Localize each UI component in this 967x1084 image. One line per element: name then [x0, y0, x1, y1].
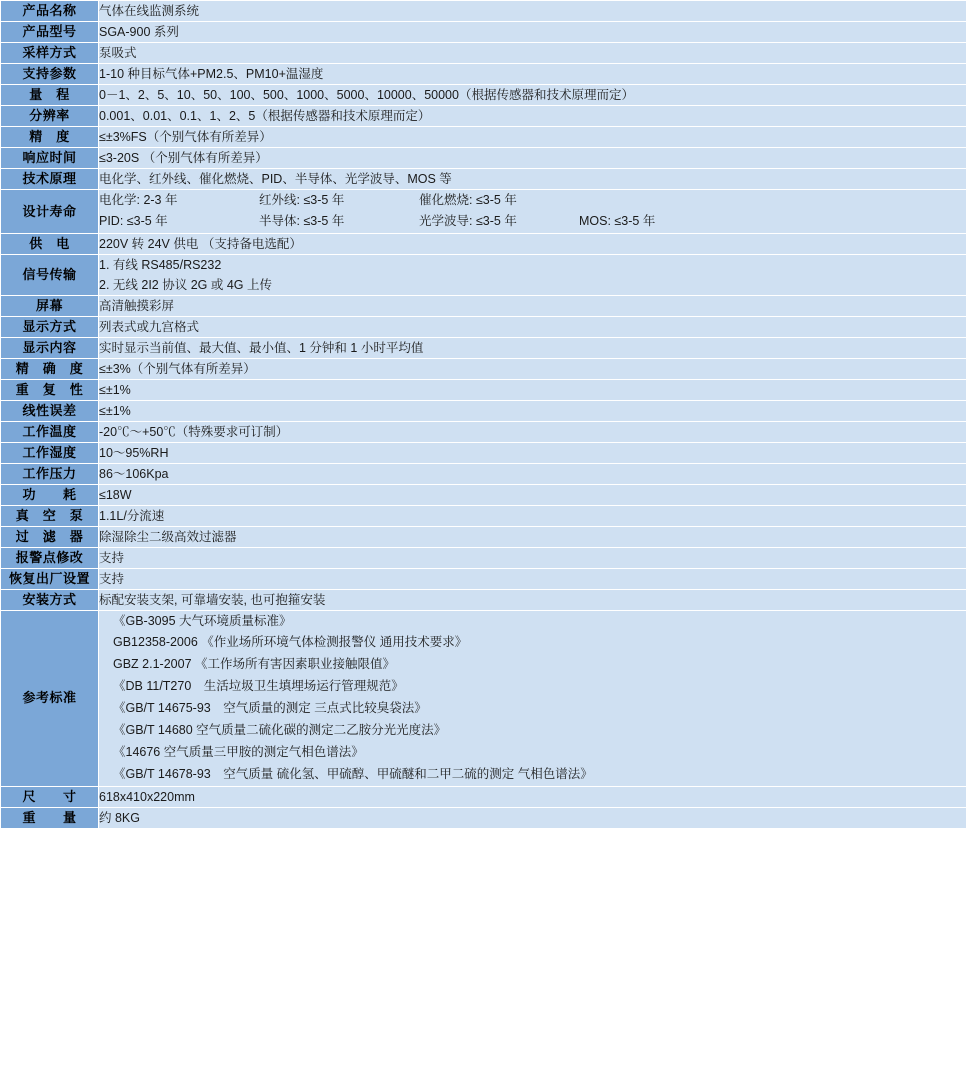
row-value-product-model: SGA-900 系列 — [99, 22, 967, 43]
table-row — [1, 807, 967, 828]
row-label-sampling-method: 采样方式 — [1, 43, 99, 64]
row-value-screen: 高清触摸彩屏 — [99, 295, 967, 316]
row-label-product-name: 产品名称 — [1, 1, 99, 22]
design-life-mos: MOS: ≤3-5 年 — [579, 214, 656, 229]
table-row — [1, 786, 967, 807]
row-value-sampling-method: 泵吸式 — [99, 43, 967, 64]
row-value-linearity-error: ≤±1% — [99, 400, 967, 421]
row-value-response-time: ≤3-20S （个别气体有所差异） — [99, 148, 967, 169]
table-row — [1, 400, 967, 421]
table-row — [1, 85, 967, 106]
row-value-technical-principle: 电化学、红外线、催化燃烧、PID、半导体、光学波导、MOS 等 — [99, 169, 967, 190]
table-row — [1, 547, 967, 568]
row-value-display-mode: 列表式或九宫格式 — [99, 316, 967, 337]
table-row — [1, 233, 967, 254]
row-label-display-content: 显示内容 — [1, 337, 99, 358]
standard-item: 《GB/T 14678-93 空气质量 硫化氢、甲硫醇、甲硫醚和二甲二硫的测定 气相色谱法》 — [113, 766, 593, 781]
row-label-range: 量 程 — [1, 85, 99, 106]
design-life-infrared: 红外线: ≤3-5 年 — [259, 193, 345, 207]
row-label-reference-standards: 参考标准 — [1, 610, 99, 786]
row-value-working-pressure: 86～106Kpa — [99, 463, 967, 484]
design-life-electrochemical: 电化学: 2-3 年 — [99, 193, 178, 207]
row-label-weight: 重 量 — [1, 807, 99, 828]
spec-table-body — [1, 1, 967, 829]
row-label-signal-transmission: 信号传输 — [1, 254, 99, 295]
standard-item: 《DB 11/T270 生活垃圾卫生填埋场运行管理规范》 — [113, 679, 404, 694]
row-label-supported-parameters: 支持参数 — [1, 64, 99, 85]
row-value-supported-parameters: 1-10 种目标气体+PM2.5、PM10+温湿度 — [99, 64, 967, 85]
row-label-working-temperature: 工作温度 — [1, 421, 99, 442]
table-row — [1, 463, 967, 484]
table-row — [1, 505, 967, 526]
table-row — [1, 43, 967, 64]
standard-item: 《14676 空气质量三甲胺的测定气相色谱法》 — [113, 744, 364, 759]
row-label-working-humidity: 工作湿度 — [1, 442, 99, 463]
row-value-vacuum-pump: 1.1L/分流速 — [99, 505, 967, 526]
standard-item: 《GB/T 14680 空气质量二硫化碳的测定二乙胺分光光度法》 — [113, 722, 447, 737]
standard-item: 《GB-3095 大气环境质量标准》 — [113, 613, 292, 628]
table-row — [1, 421, 967, 442]
table-row — [1, 148, 967, 169]
row-label-product-model: 产品型号 — [1, 22, 99, 43]
row-label-resolution: 分辨率 — [1, 106, 99, 127]
row-value-signal-transmission — [99, 254, 967, 295]
row-value-resolution: 0.001、0.01、0.1、1、2、5（根据传感器和技术原理而定） — [99, 106, 967, 127]
table-row — [1, 169, 967, 190]
standard-item: 《GB/T 14675-93 空气质量的测定 三点式比较臭袋法》 — [113, 701, 427, 715]
table-row — [1, 442, 967, 463]
row-value-design-life — [99, 190, 967, 234]
table-row — [1, 568, 967, 589]
table-row — [1, 589, 967, 610]
row-label-installation-method: 安装方式 — [1, 589, 99, 610]
table-row — [1, 64, 967, 85]
row-value-power-consumption: ≤18W — [99, 484, 967, 505]
signal-transmission-line-2: 2. 无线 2I2 协议 2G 或 4G 上传 — [99, 277, 272, 292]
table-row — [1, 254, 967, 295]
design-life-blank — [579, 190, 739, 211]
table-row — [1, 526, 967, 547]
row-label-linearity-error: 线性误差 — [1, 400, 99, 421]
row-label-accuracy: 精 度 — [1, 127, 99, 148]
row-value-weight: 约 8KG — [99, 807, 967, 828]
table-row — [1, 190, 967, 234]
row-label-technical-principle: 技术原理 — [1, 169, 99, 190]
row-label-factory-reset: 恢复出厂设置 — [1, 568, 99, 589]
row-value-power-supply: 220V 转 24V 供电 （支持备电选配） — [99, 233, 967, 254]
row-label-vacuum-pump: 真 空 泵 — [1, 505, 99, 526]
row-label-response-time: 响应时间 — [1, 148, 99, 169]
design-life-optical-waveguide: 光学波导: ≤3-5 年 — [419, 214, 517, 229]
row-value-filter: 除湿除尘二级高效过滤器 — [99, 526, 967, 547]
table-row — [1, 295, 967, 316]
table-row — [1, 1, 967, 22]
design-life-catalytic: 催化燃烧: ≤3-5 年 — [419, 193, 517, 207]
row-label-repeatability: 重 复 性 — [1, 379, 99, 400]
row-label-power-supply: 供 电 — [1, 233, 99, 254]
row-value-installation-method: 标配安装支架, 可靠墙安装, 也可抱箍安装 — [99, 589, 967, 610]
row-value-dimensions: 618x410x220mm — [99, 786, 967, 807]
standard-item: GB12358-2006 《作业场所环境气体检测报警仪 通用技术要求》 — [113, 635, 468, 650]
row-value-reference-standards — [99, 610, 967, 786]
row-value-repeatability: ≤±1% — [99, 379, 967, 400]
row-label-display-mode: 显示方式 — [1, 316, 99, 337]
row-value-factory-reset: 支持 — [99, 568, 967, 589]
table-row — [1, 358, 967, 379]
design-life-semiconductor: 半导体: ≤3-5 年 — [259, 214, 345, 229]
row-label-precision: 精 确 度 — [1, 358, 99, 379]
row-value-working-temperature: -20℃～+50℃（特殊要求可订制） — [99, 421, 967, 442]
design-life-row-1 — [99, 190, 966, 211]
row-label-alarm-point-modification: 报警点修改 — [1, 547, 99, 568]
table-row — [1, 22, 967, 43]
row-label-working-pressure: 工作压力 — [1, 463, 99, 484]
signal-transmission-line-1: 1. 有线 RS485/RS232 — [99, 257, 222, 272]
row-value-display-content: 实时显示当前值、最大值、最小值、1 分钟和 1 小时平均值 — [99, 337, 967, 358]
row-value-accuracy: ≤±3%FS（个别气体有所差异） — [99, 127, 967, 148]
design-life-grid — [99, 190, 966, 233]
row-value-alarm-point-modification: 支持 — [99, 547, 967, 568]
row-value-working-humidity: 10～95%RH — [99, 442, 967, 463]
table-row — [1, 106, 967, 127]
design-life-pid: PID: ≤3-5 年 — [99, 214, 168, 229]
row-label-dimensions: 尺 寸 — [1, 786, 99, 807]
row-value-range: 0－1、2、5、10、50、100、500、1000、5000、10000、50000（根据传感器和技术原理而定） — [99, 85, 967, 106]
table-row — [1, 337, 967, 358]
table-row — [1, 610, 967, 786]
design-life-row-2 — [99, 211, 966, 232]
row-value-precision: ≤±3%（个别气体有所差异） — [99, 358, 967, 379]
row-label-power-consumption: 功 耗 — [1, 484, 99, 505]
row-value-product-name: 气体在线监测系统 — [99, 1, 967, 22]
standard-item: GBZ 2.1-2007 《工作场所有害因素职业接触限值》 — [113, 657, 395, 672]
table-row — [1, 127, 967, 148]
table-row — [1, 484, 967, 505]
row-label-filter: 过 滤 器 — [1, 526, 99, 547]
table-row — [1, 379, 967, 400]
row-label-design-life: 设计寿命 — [1, 190, 99, 234]
row-label-screen: 屏幕 — [1, 295, 99, 316]
table-row — [1, 316, 967, 337]
